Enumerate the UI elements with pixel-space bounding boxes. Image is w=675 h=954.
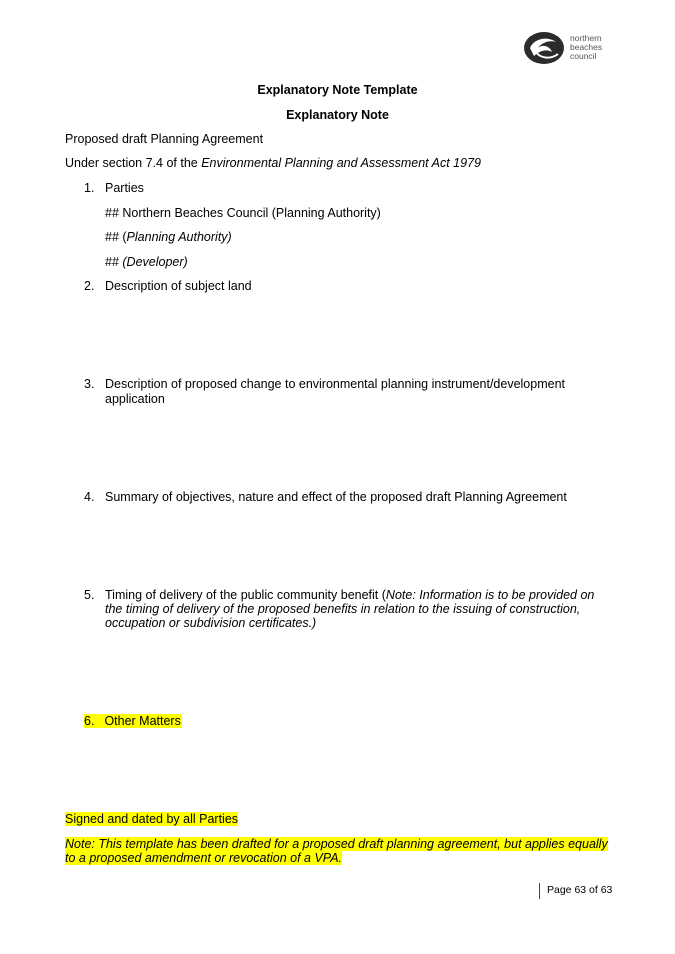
council-logo-text <box>570 34 602 61</box>
section-2-title: Description of subject land <box>105 279 252 293</box>
party-3-role: (Developer) <box>122 255 188 269</box>
section-6-number: 6. <box>84 714 95 728</box>
section-3-title-line-1: Description of proposed change to environmental planning instrument/development <box>105 377 566 391</box>
section-5-note-line-3: occupation or subdivision certificates.) <box>105 616 317 630</box>
section-5-title-prefix: Timing of delivery of the public community benefit ( <box>105 588 386 602</box>
section-5-title-line-2 <box>105 602 580 616</box>
section-4-number: 4. <box>84 490 95 504</box>
note-line-2 <box>65 851 342 865</box>
template-title: Explanatory Note Template <box>257 83 418 97</box>
section-5-number: 5. <box>84 588 95 602</box>
party-3-prefix: ## <box>105 255 123 269</box>
section-6-heading <box>84 714 182 728</box>
act-name: Environmental Planning and Assessment Act 1979 <box>201 156 481 170</box>
logo-line-2: beaches <box>570 42 603 52</box>
council-logo-icon <box>522 30 566 66</box>
section-5-note-line-2: the timing of delivery of the proposed benefits in relation to the issuing of construction, <box>105 602 581 616</box>
section-3-number: 3. <box>84 377 95 391</box>
footer-divider <box>539 883 540 899</box>
intro-line-1: Proposed draft Planning Agreement <box>65 132 264 146</box>
intro-line-2-prefix: Under section 7.4 of the <box>65 156 202 170</box>
intro-line-2 <box>65 156 481 170</box>
section-5-note: Note: Information is to be provided on <box>385 588 595 602</box>
page-number: Page 63 of 63 <box>547 884 613 896</box>
note-text-2: to a proposed amendment or revocation of a VPA. <box>65 851 343 865</box>
section-5-title-line-1 <box>105 588 594 602</box>
party-3 <box>105 255 188 269</box>
section-1-number: 1. <box>84 181 95 195</box>
section-2-number: 2. <box>84 279 95 293</box>
section-4-title: Summary of objectives, nature and effect of the proposed draft Planning Agreement <box>105 490 567 504</box>
logo-line-1: northern <box>570 33 602 43</box>
section-6-title: Other Matters <box>104 714 181 728</box>
note-line-1 <box>65 837 608 851</box>
section-5-title-line-3 <box>105 616 316 630</box>
party-2-prefix: ## ( <box>105 230 127 244</box>
party-1: ## Northern Beaches Council (Planning Authority) <box>105 206 381 220</box>
party-2 <box>105 230 232 244</box>
signoff-line: Signed and dated by all Parties <box>65 812 239 826</box>
note-text-1: Note: This template has been drafted for a proposed draft planning agreement, but applies equally <box>65 837 608 851</box>
page-title: Explanatory Note <box>286 108 389 122</box>
section-3-title-line-2: application <box>105 392 165 406</box>
party-2-role: Planning Authority) <box>126 230 232 244</box>
section-1-title: Parties <box>105 181 144 195</box>
logo-line-3: council <box>570 51 597 61</box>
